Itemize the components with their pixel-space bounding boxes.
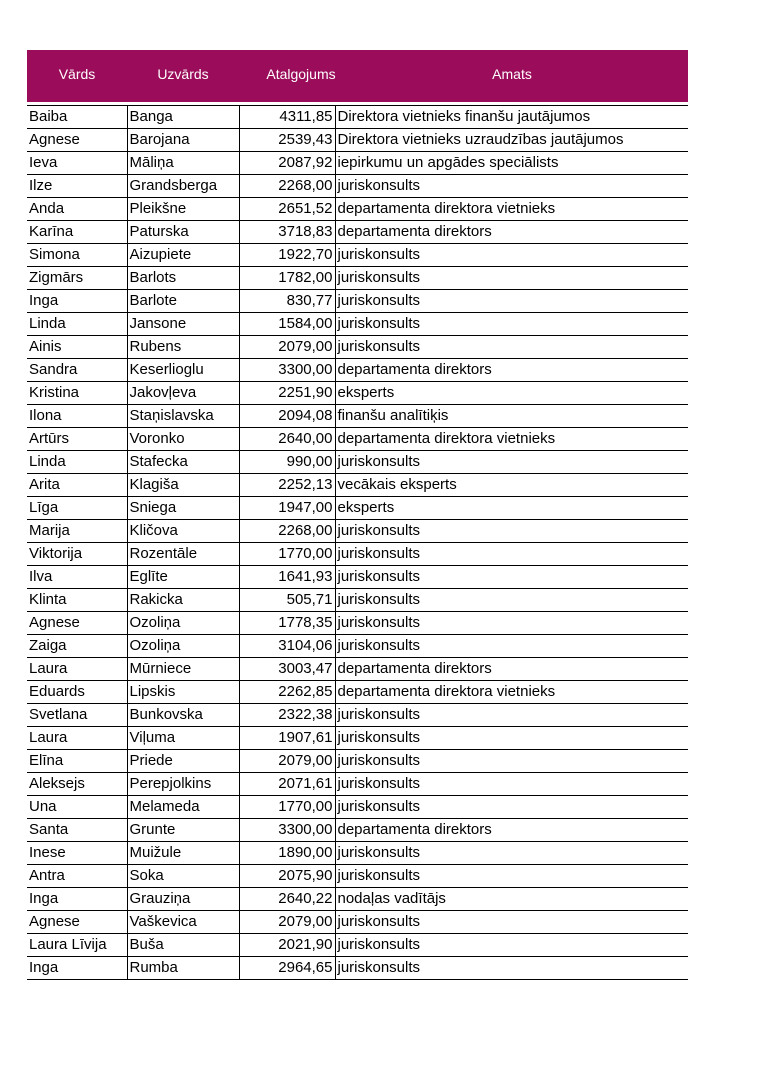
cell-salary: 505,71 <box>239 589 335 612</box>
table-row <box>27 221 688 244</box>
table-row <box>27 635 688 658</box>
table-row <box>27 957 688 980</box>
cell-position: juriskonsults <box>335 865 688 888</box>
cell-salary: 2094,08 <box>239 405 335 428</box>
cell-salary: 3718,83 <box>239 221 335 244</box>
cell-name: Klinta <box>27 589 127 612</box>
cell-surname: Sniega <box>127 497 239 520</box>
cell-name: Simona <box>27 244 127 267</box>
table-row <box>27 796 688 819</box>
table-row <box>27 520 688 543</box>
table-row <box>27 727 688 750</box>
table-row <box>27 842 688 865</box>
cell-surname: Vaškevica <box>127 911 239 934</box>
cell-position: iepirkumu un apgādes speciālists <box>335 152 688 175</box>
cell-position: juriskonsults <box>335 175 688 198</box>
cell-position: juriskonsults <box>335 566 688 589</box>
cell-salary: 1778,35 <box>239 612 335 635</box>
cell-salary: 2262,85 <box>239 681 335 704</box>
cell-surname: Paturska <box>127 221 239 244</box>
cell-name: Kristina <box>27 382 127 405</box>
cell-salary: 4311,85 <box>239 106 335 129</box>
cell-position: juriskonsults <box>335 796 688 819</box>
cell-salary: 2021,90 <box>239 934 335 957</box>
table-row <box>27 474 688 497</box>
table-row <box>27 428 688 451</box>
cell-position: eksperts <box>335 497 688 520</box>
cell-surname: Rumba <box>127 957 239 980</box>
cell-salary: 3300,00 <box>239 359 335 382</box>
cell-salary: 830,77 <box>239 290 335 313</box>
cell-name: Artūrs <box>27 428 127 451</box>
table-row <box>27 198 688 221</box>
cell-salary: 2075,90 <box>239 865 335 888</box>
table-row <box>27 382 688 405</box>
cell-surname: Rakicka <box>127 589 239 612</box>
cell-name: Linda <box>27 313 127 336</box>
table-row <box>27 313 688 336</box>
cell-salary: 1782,00 <box>239 267 335 290</box>
cell-surname: Aizupiete <box>127 244 239 267</box>
cell-surname: Jansone <box>127 313 239 336</box>
cell-name: Ilze <box>27 175 127 198</box>
cell-surname: Barlote <box>127 290 239 313</box>
cell-name: Baiba <box>27 106 127 129</box>
cell-name: Agnese <box>27 911 127 934</box>
cell-surname: Ozoliņa <box>127 612 239 635</box>
cell-name: Inga <box>27 290 127 313</box>
cell-surname: Bunkovska <box>127 704 239 727</box>
cell-surname: Soka <box>127 865 239 888</box>
cell-position: juriskonsults <box>335 934 688 957</box>
cell-name: Laura <box>27 727 127 750</box>
cell-name: Arita <box>27 474 127 497</box>
cell-name: Anda <box>27 198 127 221</box>
cell-surname: Perepjolkins <box>127 773 239 796</box>
cell-position: juriskonsults <box>335 336 688 359</box>
cell-surname: Staņislavska <box>127 405 239 428</box>
cell-position: juriskonsults <box>335 290 688 313</box>
table-header <box>27 50 688 102</box>
table-row <box>27 359 688 382</box>
cell-surname: Mūrniece <box>127 658 239 681</box>
table-row <box>27 911 688 934</box>
table-row <box>27 405 688 428</box>
cell-position: juriskonsults <box>335 589 688 612</box>
cell-salary: 1641,93 <box>239 566 335 589</box>
cell-position: juriskonsults <box>335 267 688 290</box>
cell-surname: Rubens <box>127 336 239 359</box>
cell-surname: Eglīte <box>127 566 239 589</box>
cell-surname: Melameda <box>127 796 239 819</box>
header-salary: Atalgojums <box>266 66 336 82</box>
cell-surname: Rozentāle <box>127 543 239 566</box>
cell-name: Ilva <box>27 566 127 589</box>
cell-position: juriskonsults <box>335 750 688 773</box>
cell-position: juriskonsults <box>335 727 688 750</box>
cell-name: Una <box>27 796 127 819</box>
cell-surname: Grandsberga <box>127 175 239 198</box>
header-position: Amats <box>492 66 532 82</box>
cell-position: departamenta direktors <box>335 819 688 842</box>
cell-name: Sandra <box>27 359 127 382</box>
cell-salary: 990,00 <box>239 451 335 474</box>
cell-position: departamenta direktors <box>335 359 688 382</box>
table-row <box>27 244 688 267</box>
cell-salary: 2539,43 <box>239 129 335 152</box>
cell-position: juriskonsults <box>335 635 688 658</box>
cell-name: Laura Līvija <box>27 934 127 957</box>
table-row <box>27 129 688 152</box>
cell-name: Ieva <box>27 152 127 175</box>
table-row <box>27 566 688 589</box>
cell-salary: 2322,38 <box>239 704 335 727</box>
cell-name: Zaiga <box>27 635 127 658</box>
cell-surname: Banga <box>127 106 239 129</box>
cell-position: departamenta direktors <box>335 658 688 681</box>
table-row <box>27 888 688 911</box>
cell-salary: 2251,90 <box>239 382 335 405</box>
cell-position: juriskonsults <box>335 313 688 336</box>
cell-salary: 2268,00 <box>239 520 335 543</box>
table-row <box>27 934 688 957</box>
cell-name: Santa <box>27 819 127 842</box>
cell-name: Marija <box>27 520 127 543</box>
table-row <box>27 865 688 888</box>
salary-table-document <box>27 50 688 980</box>
cell-salary: 3104,06 <box>239 635 335 658</box>
table-row <box>27 543 688 566</box>
cell-name: Aleksejs <box>27 773 127 796</box>
cell-name: Agnese <box>27 129 127 152</box>
cell-salary: 2079,00 <box>239 750 335 773</box>
cell-name: Ilona <box>27 405 127 428</box>
cell-surname: Kličova <box>127 520 239 543</box>
table-row <box>27 773 688 796</box>
table-row <box>27 175 688 198</box>
cell-position: eksperts <box>335 382 688 405</box>
cell-surname: Klagiša <box>127 474 239 497</box>
cell-salary: 1770,00 <box>239 543 335 566</box>
cell-position: departamenta direktora vietnieks <box>335 681 688 704</box>
cell-name: Ainis <box>27 336 127 359</box>
cell-surname: Barlots <box>127 267 239 290</box>
cell-salary: 1947,00 <box>239 497 335 520</box>
table-row <box>27 750 688 773</box>
cell-surname: Barojana <box>127 129 239 152</box>
cell-position: juriskonsults <box>335 957 688 980</box>
cell-position: nodaļas vadītājs <box>335 888 688 911</box>
cell-salary: 2252,13 <box>239 474 335 497</box>
cell-name: Antra <box>27 865 127 888</box>
cell-salary: 1890,00 <box>239 842 335 865</box>
cell-name: Zigmārs <box>27 267 127 290</box>
table-row <box>27 336 688 359</box>
cell-name: Agnese <box>27 612 127 635</box>
cell-position: departamenta direktors <box>335 221 688 244</box>
cell-surname: Pleikšne <box>127 198 239 221</box>
cell-position: departamenta direktora vietnieks <box>335 198 688 221</box>
cell-name: Elīna <box>27 750 127 773</box>
table-row <box>27 290 688 313</box>
cell-salary: 1907,61 <box>239 727 335 750</box>
table-row <box>27 267 688 290</box>
salary-table <box>27 105 688 980</box>
cell-name: Inga <box>27 957 127 980</box>
cell-name: Līga <box>27 497 127 520</box>
cell-salary: 2079,00 <box>239 336 335 359</box>
table-row <box>27 497 688 520</box>
cell-position: juriskonsults <box>335 520 688 543</box>
table-row <box>27 704 688 727</box>
cell-position: vecākais eksperts <box>335 474 688 497</box>
table-row <box>27 451 688 474</box>
cell-position: juriskonsults <box>335 773 688 796</box>
cell-salary: 2651,52 <box>239 198 335 221</box>
cell-name: Inese <box>27 842 127 865</box>
cell-name: Inga <box>27 888 127 911</box>
cell-surname: Voronko <box>127 428 239 451</box>
table-row <box>27 589 688 612</box>
cell-surname: Lipskis <box>127 681 239 704</box>
cell-salary: 2640,22 <box>239 888 335 911</box>
table-row <box>27 658 688 681</box>
cell-position: juriskonsults <box>335 451 688 474</box>
cell-position: Direktora vietnieks uzraudzības jautājumos <box>335 129 688 152</box>
cell-surname: Grauziņa <box>127 888 239 911</box>
table-row <box>27 106 688 129</box>
cell-surname: Keserlioglu <box>127 359 239 382</box>
header-surname: Uzvārds <box>157 66 209 82</box>
cell-salary: 2079,00 <box>239 911 335 934</box>
cell-salary: 1770,00 <box>239 796 335 819</box>
cell-position: juriskonsults <box>335 911 688 934</box>
cell-surname: Viļuma <box>127 727 239 750</box>
cell-name: Eduards <box>27 681 127 704</box>
cell-surname: Stafecka <box>127 451 239 474</box>
cell-position: juriskonsults <box>335 612 688 635</box>
cell-surname: Buša <box>127 934 239 957</box>
header-name: Vārds <box>58 66 96 82</box>
table-row <box>27 612 688 635</box>
cell-salary: 2087,92 <box>239 152 335 175</box>
cell-salary: 2964,65 <box>239 957 335 980</box>
cell-salary: 2640,00 <box>239 428 335 451</box>
cell-salary: 2268,00 <box>239 175 335 198</box>
table-row <box>27 681 688 704</box>
cell-salary: 2071,61 <box>239 773 335 796</box>
cell-surname: Māliņa <box>127 152 239 175</box>
cell-name: Svetlana <box>27 704 127 727</box>
cell-salary: 3300,00 <box>239 819 335 842</box>
cell-position: departamenta direktora vietnieks <box>335 428 688 451</box>
cell-position: Direktora vietnieks finanšu jautājumos <box>335 106 688 129</box>
cell-surname: Muižule <box>127 842 239 865</box>
cell-salary: 1584,00 <box>239 313 335 336</box>
cell-position: juriskonsults <box>335 842 688 865</box>
cell-salary: 3003,47 <box>239 658 335 681</box>
cell-salary: 1922,70 <box>239 244 335 267</box>
cell-surname: Ozoliņa <box>127 635 239 658</box>
cell-position: finanšu analītiķis <box>335 405 688 428</box>
table-row <box>27 152 688 175</box>
cell-surname: Priede <box>127 750 239 773</box>
cell-surname: Jakovļeva <box>127 382 239 405</box>
cell-position: juriskonsults <box>335 704 688 727</box>
cell-name: Linda <box>27 451 127 474</box>
table-row <box>27 819 688 842</box>
cell-surname: Grunte <box>127 819 239 842</box>
cell-name: Karīna <box>27 221 127 244</box>
cell-name: Viktorija <box>27 543 127 566</box>
cell-position: juriskonsults <box>335 244 688 267</box>
cell-name: Laura <box>27 658 127 681</box>
cell-position: juriskonsults <box>335 543 688 566</box>
